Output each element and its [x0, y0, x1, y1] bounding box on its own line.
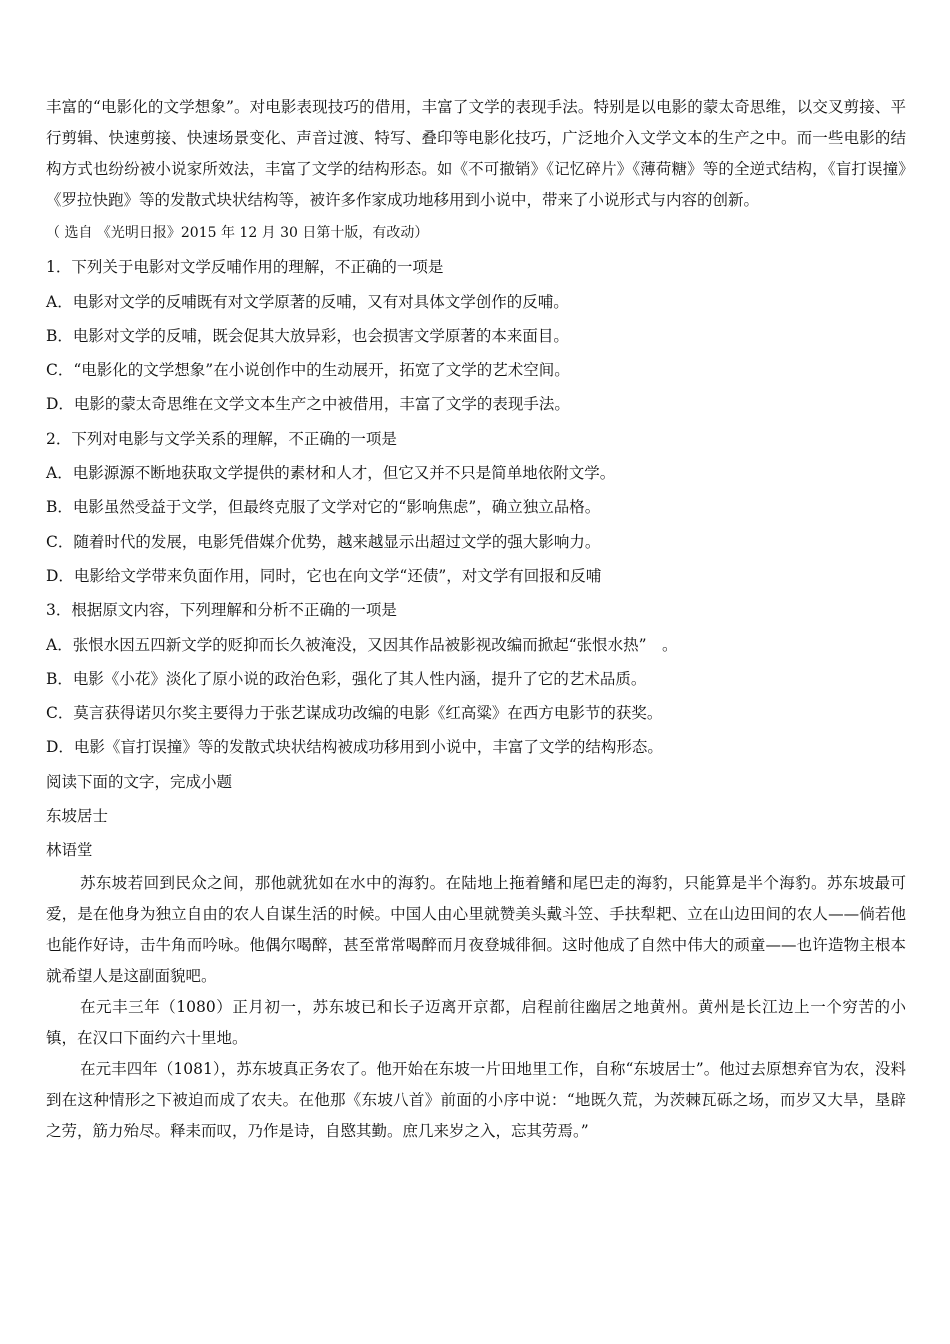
question-stem: 2．下列对电影与文学关系的理解，不正确的一项是	[46, 429, 397, 448]
reading-instruction: 阅读下面的文字，完成小题	[46, 772, 233, 791]
option-b: B．电影虽然受益于文学，但最终克服了文学对它的“影响焦虑”，确立独立品格。	[46, 498, 601, 517]
article-paragraph: 在元丰四年（1081），苏东坡真正务农了。他开始在东坡一片田地里工作，自称“东坡居士”。他过去原想弃官为农，没料到在这种情形之下被迫而成了农夫。在他那《东坡八首》前面的小序中说：“地既久荒，为茨棘瓦砾之场，而岁又大旱，垦辟之劳，筋力殆尽。释耒而叹，乃作是诗，自愍其勤。庶几来岁之入，忘其劳焉。”	[46, 1059, 906, 1140]
article-paragraph: 苏东坡若回到民众之间，那他就犹如在水中的海豹。在陆地上拖着鳍和尾巴走的海豹，只能算是半个海豹。苏东坡最可爱，是在他身为独立自由的农人自谋生活的时候。中国人由心里就赞美头戴斗笠、手扶犁耙、立在山边田间的农人——倘若他也能作好诗，击牛角而吟咏。他偶尔喝醉，甚至常常喝醉而月夜登城徘徊。这时他成了自然中伟大的顽童——也许造物主根本就希望人是这副面貌吧。	[46, 873, 906, 985]
option-a: A．电影对文学的反哺既有对文学原著的反哺，又有对具体文学创作的反哺。	[46, 292, 569, 311]
option-d: D．电影《盲打误撞》等的发散式块状结构被成功移用到小说中，丰富了文学的结构形态。	[46, 738, 663, 757]
option-b: B．电影对文学的反哺，既会促其大放异彩，也会损害文学原著的本来面目。	[46, 326, 569, 345]
body-paragraph: 丰富的“电影化的文学想象”。对电影表现技巧的借用，丰富了文学的表现手法。特别是以电影的蒙太奇思维，以交叉剪接、平行剪辑、快速剪接、快速场景变化、声音过渡、特写、叠印等电影化技巧，广泛地介入文学文本的生产之中。而一些电影的结构方式也纷纷被小说家所效法，丰富了文学的结构形态。如《不可撤销》《记忆碎片》《薄荷糖》等的全逆式结构，《盲打误撞》《罗拉快跑》等的发散式块状结构等，被许多作家成功地移用到小说中，带来了小说形式与内容的创新。	[46, 98, 906, 209]
question-2	[46, 422, 906, 593]
option-d: D．电影的蒙太奇思维在文学文本生产之中被借用，丰富了文学的表现手法。	[46, 395, 570, 414]
option-b: B．电影《小花》淡化了原小说的政治色彩，强化了其人性内涵，提升了它的艺术品质。	[46, 669, 647, 688]
option-c: C．随着时代的发展，电影凭借媒介优势，越来越显示出超过文学的强大影响力。	[46, 532, 601, 551]
source-note: （ 选自 《光明日报》2015 年 12 月 30 日第十版，有改动）	[46, 225, 429, 241]
question-3	[46, 593, 906, 764]
option-c: C．“电影化的文学想象”在小说创作中的生动展开，拓宽了文学的艺术空间。	[46, 361, 570, 380]
option-a: A．张恨水因五四新文学的贬抑而长久被淹没，又因其作品被影视改编而掀起“张恨水热” 。	[46, 635, 678, 654]
article-author: 林语堂	[46, 841, 93, 860]
question-1	[46, 250, 906, 421]
option-a: A．电影源源不断地获取文学提供的素材和人才，但它又并不只是简单地依附文学。	[46, 464, 616, 483]
article-paragraph: 在元丰三年（1080）正月初一，苏东坡已和长子迈离开京都，启程前往幽居之地黄州。黄州是长江边上一个穷苦的小镇，在汉口下面约六十里地。	[46, 997, 906, 1047]
article-title: 东坡居士	[46, 807, 109, 826]
document-page	[46, 92, 906, 1147]
option-c: C．莫言获得诺贝尔奖主要得力于张艺谋成功改编的电影《红高粱》在西方电影节的获奖。	[46, 704, 663, 723]
option-d: D．电影给文学带来负面作用，同时，它也在向文学“还债”，对文学有回报和反哺	[46, 566, 602, 585]
question-stem: 1．下列关于电影对文学反哺作用的理解，不正确的一项是	[46, 258, 444, 277]
question-stem: 3．根据原文内容，下列理解和分析不正确的一项是	[46, 601, 397, 620]
